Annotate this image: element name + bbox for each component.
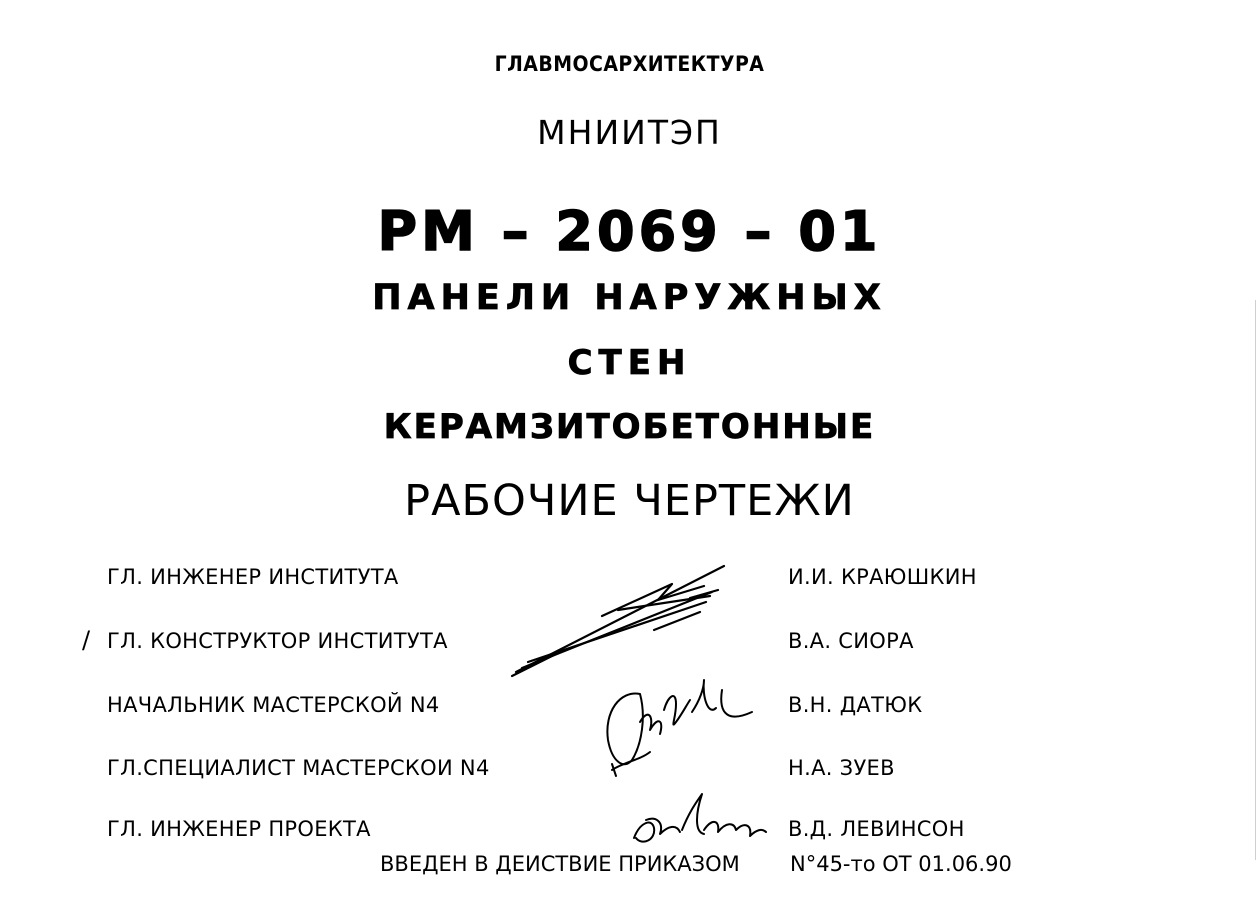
signatory-role-4: ГЛ.СПЕЦИАЛИСТ МАСТЕРСКОИ N4 [107,756,490,780]
signature-kraushkin-siora [512,566,724,676]
signatory-name-5: В.Д. ЛЕВИНСОН [788,817,965,841]
signatory-name-1: И.И. КРАЮШКИН [788,565,977,589]
signatory-name-4: Н.А. ЗУЕВ [788,756,895,780]
institute-name: МНИИТЭП [537,113,722,152]
signatory-name-2: В.А. СИОРА [788,629,914,653]
signature-levinson [612,764,766,842]
enactment-text: ВВЕДЕН В ДЕИСТВИЕ ПРИКАЗОМ [380,852,740,876]
signatory-name-3: В.Н. ДАТЮК [788,693,923,717]
signatory-role-3: НАЧАЛЬНИК МАСТЕРСКОЙ N4 [107,693,440,717]
title-line-3: КЕРАМЗИТОБЕТОННЫЕ [383,407,876,447]
order-number: N°45-то ОТ 01.06.90 [790,852,1012,876]
signatory-role-1: ГЛ. ИНЖЕНЕР ИНСТИТУТА [107,565,399,589]
signature-datyuk [607,680,752,770]
signatory-role-2: ГЛ. КОНСТРУКТОР ИНСТИТУТА [107,629,448,653]
title-line-1: ПАНЕЛИ НАРУЖНЫХ [372,278,887,318]
page-edge [1255,300,1256,860]
organization-name: ГЛАВМОСАРХИТЕКТУРА [494,52,765,76]
title-line-2: СТЕН [567,343,692,383]
check-mark: / [82,626,91,654]
title-line-4: РАБОЧИЕ ЧЕРТЕЖИ [404,476,855,526]
signatory-role-5: ГЛ. ИНЖЕНЕР ПРОЕКТА [107,817,371,841]
document-code: РМ – 2069 – 01 [377,200,882,263]
